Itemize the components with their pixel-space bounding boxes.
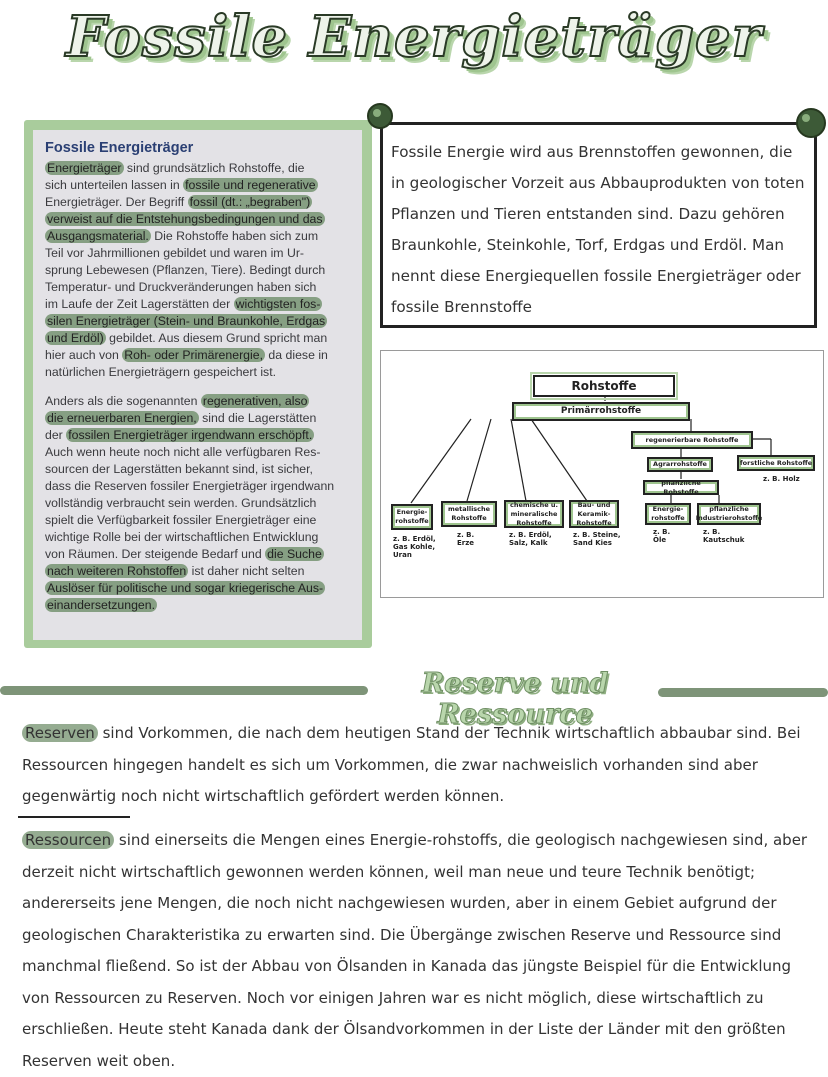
divider-short [18, 816, 130, 818]
bau-keramik-example: z. B. Steine, Sand Kies [573, 531, 621, 547]
rohstoffe-diagram [380, 350, 824, 598]
metallische-example: z. B. Erze [457, 531, 475, 547]
agrarrohstoffe-node [647, 457, 713, 472]
primaerrohstoffe-label: Primärrohstoffe [560, 406, 642, 416]
text-segment: ist daher nicht selten [188, 564, 305, 578]
energierohstoffe-regenerativ-example: z. B. Öle [653, 528, 671, 544]
text-segment: gebildet. Aus diesem Grund spricht man [105, 331, 328, 345]
text-segment: vollständig verbraucht sein werden. Grundsätzlich [45, 496, 317, 510]
metallische-label: metallische Rohstoffe [447, 505, 491, 522]
primaerrohstoffe-node [512, 402, 690, 421]
text-segment: dass die Reserven fossiler Energieträger irgendwann [45, 479, 335, 493]
text-segment: Energieträger. Der Begriff [45, 195, 188, 209]
text-segment: sind grundsätzlich Rohstoffe, die [123, 161, 305, 175]
highlighted-text: fossil (dt.: „begraben") [189, 195, 311, 209]
pflanzliche-label: pflanzliche Rohstoffe [661, 478, 701, 496]
text-segment: sourcen der Lagerstätten bekannt sind, ist sicher, [45, 462, 313, 476]
paragraph-reserven [22, 718, 812, 813]
textbook-line [45, 262, 354, 279]
textbook-line [45, 211, 354, 228]
highlighted-text: die Suche [267, 547, 322, 561]
text-segment: Auch wenn heute noch nicht alle verfügbaren Res- [45, 445, 321, 459]
industrierohstoffe-example: z. B. Kautschuk [703, 528, 745, 544]
textbook-line [45, 427, 354, 444]
textbook-heading: Fossile Energieträger [45, 140, 194, 156]
highlighted-text: und Erdöl) [47, 331, 104, 345]
textbook-line [45, 347, 354, 364]
textbook-line [45, 495, 354, 512]
textbook-paragraph-1 [45, 160, 354, 381]
textbook-line [45, 279, 354, 296]
forstliche-example: z. B. Holz [763, 475, 800, 483]
text-segment: spielt die Verfügbarkeit fossiler Energieträger eine [45, 513, 317, 527]
definition-box [380, 122, 817, 328]
textbook-line [45, 177, 354, 194]
agrarrohstoffe-label: Agrarrohstoffe [653, 460, 707, 468]
term-ressourcen: Ressourcen [22, 831, 114, 849]
textbook-line [45, 330, 354, 347]
textbook-line [45, 546, 354, 563]
text-segment: von Räumen. Der steigende Bedarf und [45, 547, 266, 561]
highlighted-text: Auslöser für politische und sogar kriegerische Aus- [47, 581, 324, 595]
text-segment: Anders als die sogenannten [45, 394, 201, 408]
text-segment: Teil vor Jahrmillionen gebildet und waren im Ur- [45, 246, 305, 260]
energierohstoffe-example: z. B. Erdöl, Gas Kohle, Uran [393, 535, 436, 559]
bau-keramik-label: Bau- und Keramik-Rohstoffe [576, 500, 612, 527]
textbook-line [45, 461, 354, 478]
textbook-line [45, 512, 354, 529]
textbook-line [45, 478, 354, 495]
textbook-line [45, 313, 354, 330]
textbook-line [45, 580, 354, 597]
forstliche-node [737, 455, 815, 471]
textbook-line [45, 228, 354, 245]
metallische-node [441, 501, 497, 527]
bau-keramik-node [569, 500, 619, 528]
chemische-example: z. B. Erdöl, Salz, Kalk [509, 531, 552, 547]
highlighted-text: Roh- oder Primärenergie, [124, 348, 263, 362]
highlighted-text: Energieträger [47, 161, 122, 175]
text-segment: sind die Lagerstätten [198, 411, 317, 425]
textbook-paragraph-2 [45, 393, 354, 614]
definition-text: Fossile Energie wird aus Brennstoffen gewonnen, die in geologischer Vorzeit aus Abbauprodukten von toten Pflanzen und Tieren entstanden sind. Dazu gehören Braunkohle, Steinkohle, Torf, Erdgas und Erdöl. Man nennt diese Energiequellen fossile Energieträger oder fossile Brennstoffe [391, 143, 805, 316]
highlighted-text: fossilen Energieträger irgendwann erschöpft. [68, 428, 313, 442]
highlighted-text: nach weiteren Rohstoffen [47, 564, 187, 578]
textbook-scan [24, 120, 372, 648]
textbook-line [45, 364, 354, 381]
textbook-line [45, 563, 354, 580]
section-title: Reserve und Ressource [421, 668, 609, 730]
energierohstoffe-label: Energie-rohstoffe [395, 508, 429, 525]
energierohstoffe-regenerativ-node [645, 503, 691, 525]
highlighted-text: regenerativen, also [202, 394, 308, 408]
term-reserven: Reserven [22, 724, 98, 742]
textbook-line [45, 529, 354, 546]
highlighted-text: Ausgangsmaterial. [47, 229, 149, 243]
divider-left [0, 686, 368, 695]
text-segment: sprung Lebewesen (Pflanzen, Tiere). Bedingt durch [45, 263, 326, 277]
text-segment: sich unterteilen lassen in [45, 178, 184, 192]
paragraph-reserven-text: sind Vorkommen, die nach dem heutigen Stand der Technik wirtschaftlich abbaubar sind. Bei Ressourcen hingegen handelt es sich um Vorkommen, die zwar nachweislich vorhanden sind aber gegenwärtig noch nicht wirtschaftlich gefördert werden können. [22, 724, 801, 805]
energierohstoffe-regenerativ-label: Energie-rohstoffe [651, 505, 685, 522]
text-segment: wichtige Rolle bei der wirtschaftlichen Entwicklung [45, 530, 319, 544]
chemische-label: chemische u. mineralische Rohstoffe [509, 500, 558, 527]
chemische-node [504, 500, 564, 528]
textbook-line [45, 160, 354, 177]
rohstoffe-label: Rohstoffe [571, 378, 637, 393]
text-segment: Temperatur- und Druckveränderungen haben sich [45, 280, 317, 294]
rohstoffe-node [533, 375, 675, 397]
textbook-line [45, 410, 354, 427]
text-segment: hier auch von [45, 348, 123, 362]
text-segment: natürlichen Energieträgern gespeichert ist. [45, 365, 277, 379]
textbook-line [45, 245, 354, 262]
highlighted-text: wichtigsten fos- [235, 297, 321, 311]
textbook-line [45, 597, 354, 614]
regenerierbare-label: regenerierbare Rohstoffe [645, 435, 739, 444]
textbook-line [45, 444, 354, 461]
pflanzliche-node [643, 480, 719, 495]
forstliche-label: forstliche Rohstoffe [739, 458, 813, 467]
page-title: Fossile Energieträger [65, 4, 763, 70]
text-segment: im Laufe der Zeit Lagerstätten der [45, 297, 234, 311]
pin-icon [367, 103, 393, 129]
highlighted-text: fossile und regenerative [185, 178, 316, 192]
divider-right [658, 688, 828, 697]
textbook-line [45, 296, 354, 313]
text-segment: der [45, 428, 67, 442]
industrierohstoffe-label: pflanzliche Industrierohstoffe [695, 505, 763, 522]
highlighted-text: verweist auf die Entstehungsbedingungen und das [47, 212, 323, 226]
highlighted-text: die erneuerbaren Energien, [47, 411, 197, 425]
highlighted-text: silen Energieträger (Stein- und Braunkohle, Erdgas [47, 314, 326, 328]
textbook-line [45, 194, 354, 211]
paragraph-ressourcen-text: sind einerseits die Mengen eines Energie-rohstoffs, die geologisch nachgewiesen sind, aber derzeit nicht wirtschaftlich gewonnen werden können, weil man neue und teure Technik benötigt; andererseits jene Mengen, die noch nicht nachgewiesen wurden, aber in einem Gebiet aufgrund der geologischen Charakteristika zu erwarten sind. Die Übergänge zwischen Reserve und Ressource sind manchmal fließend. So ist der Abbau von Ölsanden in Kanada das jüngste Beispiel für die Entwicklung von Ressourcen zu Reserven. Noch vor einigen Jahren war es nicht möglich, diese wirtschaftlich zu erschließen. Heute steht Kanada dank der Ölsandvorkommen in der Liste der Länder mit den größten Reserven weit oben. [22, 831, 808, 1070]
text-segment: Die Rohstoffe haben sich zum [150, 229, 319, 243]
textbook-page [33, 130, 362, 640]
paragraph-ressourcen [22, 825, 812, 1077]
pin-icon [796, 108, 826, 138]
textbook-line [45, 393, 354, 410]
highlighted-text: einandersetzungen. [47, 598, 156, 612]
regenerierbare-node [631, 431, 753, 449]
industrierohstoffe-node [697, 503, 761, 525]
energierohstoffe-node [391, 504, 433, 530]
text-segment: da diese in [265, 348, 328, 362]
